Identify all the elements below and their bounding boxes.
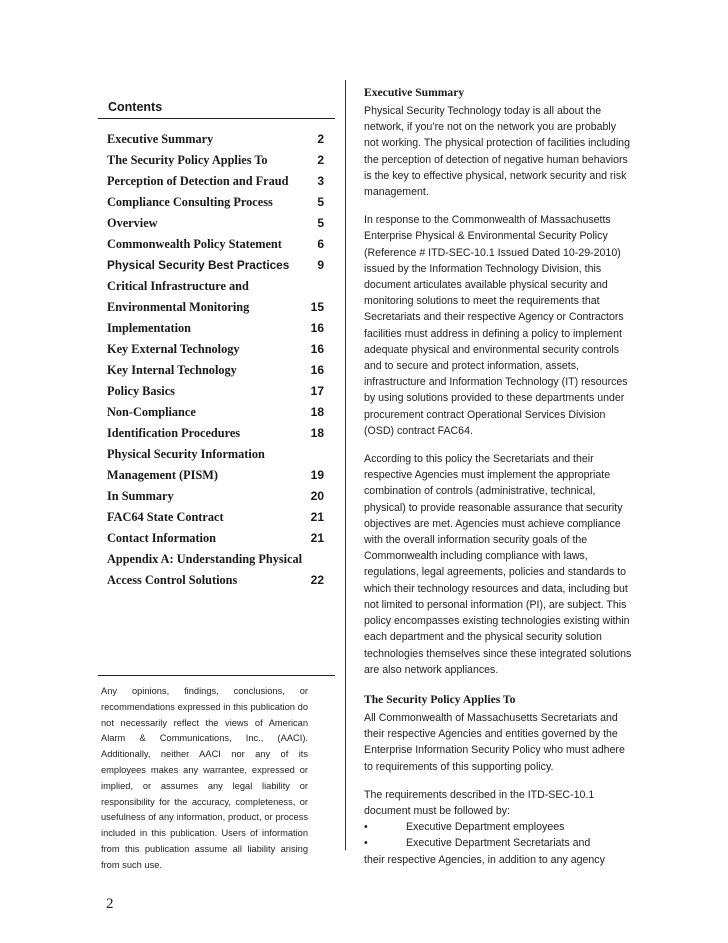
toc-item-label: FAC64 State Contract	[107, 510, 224, 524]
toc-item-label: Policy Basics	[107, 384, 175, 398]
toc-item-label: Implementation	[107, 321, 192, 335]
toc-item-label: Key External Technology	[107, 342, 240, 356]
toc-item-page: 5	[317, 195, 324, 209]
toc-item-page: 3	[317, 174, 324, 188]
toc-item[interactable]	[107, 342, 324, 363]
disclaimer-rule	[98, 675, 335, 676]
toc-item-page: 18	[310, 405, 324, 419]
toc-item-label: Appendix A: Understanding Physical	[107, 552, 303, 566]
toc-item-label: In Summary	[107, 489, 174, 503]
toc-item[interactable]	[107, 300, 324, 321]
toc-item-label: Commonwealth Policy Statement	[107, 237, 282, 251]
toc-item[interactable]	[107, 384, 324, 405]
toc-item[interactable]	[107, 279, 324, 300]
toc-item[interactable]	[107, 195, 324, 216]
toc-item-label: Critical Infrastructure and	[107, 279, 249, 293]
contents-title: Contents	[108, 100, 163, 114]
toc-item-label: Executive Summary	[107, 132, 214, 146]
toc-item-label: Non-Compliance	[107, 405, 196, 419]
section-heading: The Security Policy Applies To	[364, 692, 516, 706]
toc-item[interactable]	[107, 132, 324, 153]
toc-item[interactable]	[107, 237, 324, 258]
toc-item[interactable]	[107, 552, 324, 573]
toc-item-page: 20	[310, 489, 324, 503]
column-divider	[345, 80, 346, 850]
toc-item[interactable]	[107, 321, 324, 342]
toc-item-page: 21	[310, 531, 324, 545]
toc-item[interactable]	[107, 573, 324, 594]
toc-item-label: Identification Procedures	[107, 426, 241, 440]
table-of-contents	[107, 132, 324, 594]
toc-item[interactable]	[107, 363, 324, 384]
toc-item[interactable]	[107, 426, 324, 447]
list-item	[364, 835, 632, 851]
paragraph: Physical Security Technology today is all about the network, if you’re not on the network you are probably not working. The physical protection of facilities including the perception of detection of negative human behaviors is the key to effective physical, network security and risk management.	[364, 105, 630, 199]
paragraph: The requirements described in the ITD-SEC-10.1 document must be followed by:	[364, 788, 595, 817]
paragraph: their respective Agencies, in addition to any agency	[364, 853, 605, 866]
toc-item[interactable]	[107, 258, 324, 279]
toc-item[interactable]	[107, 153, 324, 174]
contents-rule	[98, 118, 335, 119]
toc-item-page: 16	[310, 321, 324, 335]
toc-item-page: 5	[317, 216, 324, 230]
list-item-text: Executive Department Secretariats and	[406, 837, 591, 850]
toc-item-page: 9	[317, 258, 324, 272]
toc-item-label: The Security Policy Applies To	[107, 153, 268, 167]
toc-item-label: Access Control Solutions	[107, 573, 238, 587]
toc-item-label: Key Internal Technology	[107, 363, 237, 377]
page-number: 2	[106, 896, 114, 912]
toc-item[interactable]	[107, 216, 324, 237]
toc-item[interactable]	[107, 468, 324, 489]
toc-item-page: 15	[310, 300, 324, 314]
toc-item-page: 16	[310, 342, 324, 356]
bullet-icon: •	[364, 821, 368, 834]
toc-item-page: 2	[317, 153, 324, 167]
toc-item[interactable]	[107, 405, 324, 426]
toc-item-page: 16	[310, 363, 324, 377]
toc-item-page: 18	[310, 426, 324, 440]
toc-item[interactable]	[107, 531, 324, 552]
toc-item-page: 22	[310, 573, 324, 587]
toc-item-label: Compliance Consulting Process	[107, 195, 273, 209]
toc-item-label: Management (PISM)	[107, 468, 218, 482]
disclaimer-text: Any opinions, findings, conclusions, or recommendations expressed in this publication do not necessarily reflect the views of American Alarm & Communications, Inc., (AACI). Additionally, neither AACI nor any of its employees makes any warrantee, expressed or implied, or assumes any legal liability or responsibility for the accuracy, completeness, or usefulness of any information, product, or process included in this publication. Users of information from this publication assume all liability arising from such use.	[101, 686, 308, 870]
section-heading: Executive Summary	[364, 86, 465, 99]
bullet-icon: •	[364, 837, 368, 850]
toc-item-page: 2	[317, 132, 324, 146]
toc-item-label: Physical Security Information	[107, 447, 265, 461]
toc-item-label: Contact Information	[107, 531, 216, 545]
paragraph: All Commonwealth of Massachusetts Secretariats and their respective Agencies and entities governed by the Enterprise Information Security Policy who must adhere to requirements of this supporting policy.	[364, 711, 625, 773]
paragraph: In response to the Commonwealth of Massachusetts Enterprise Physical & Environmental Security Policy (Reference # ITD-SEC-10.1 Issued Dated 10-29-2010) issued by the Information Technology Division, this document articulates available physical security and monitoring solutions to meet the requirements that Secretariats and their respective Agency or Contractors facilities must address in defining a policy to implement adequate physical and environmental security controls and to secure and protect information, assets, infrastructure and Information Technology (IT) resources by using solutions provided to these departments under procurement contract Operational Services Division (OSD) contract FAC64.	[364, 214, 628, 437]
toc-item-label: Environmental Monitoring	[107, 300, 250, 314]
toc-item[interactable]	[107, 174, 324, 195]
paragraph: According to this policy the Secretariats and their respective Agencies must implement the appropriate combination of controls (administrative, technical, physical) to provide reasonable assurance that security objectives are met. Agencies must achieve compliance with the overall information security goals of the Commonwealth including compliance with laws, regulations, legal agreements, policies and standards to which their technology resources and data, including but not limited to personal information (PI), are subject. This policy encompasses existing technologies existing within each department and the physical security solution technologies themselves since these integrated solutions are also network appliances.	[364, 453, 632, 676]
toc-item[interactable]	[107, 447, 324, 468]
toc-item[interactable]	[107, 510, 324, 531]
toc-item-label: Overview	[107, 216, 158, 230]
list-item-text: Executive Department employees	[406, 821, 565, 834]
main-content	[364, 84, 632, 868]
toc-item-label: Perception of Detection and Fraud	[107, 174, 289, 188]
toc-item-label: Physical Security Best Practices	[107, 258, 290, 272]
toc-item[interactable]	[107, 489, 324, 510]
toc-item-page: 21	[310, 510, 324, 524]
list-item	[364, 819, 632, 835]
toc-item-page: 19	[310, 468, 324, 482]
toc-item-page: 6	[317, 237, 324, 251]
toc-item-page: 17	[310, 384, 324, 398]
